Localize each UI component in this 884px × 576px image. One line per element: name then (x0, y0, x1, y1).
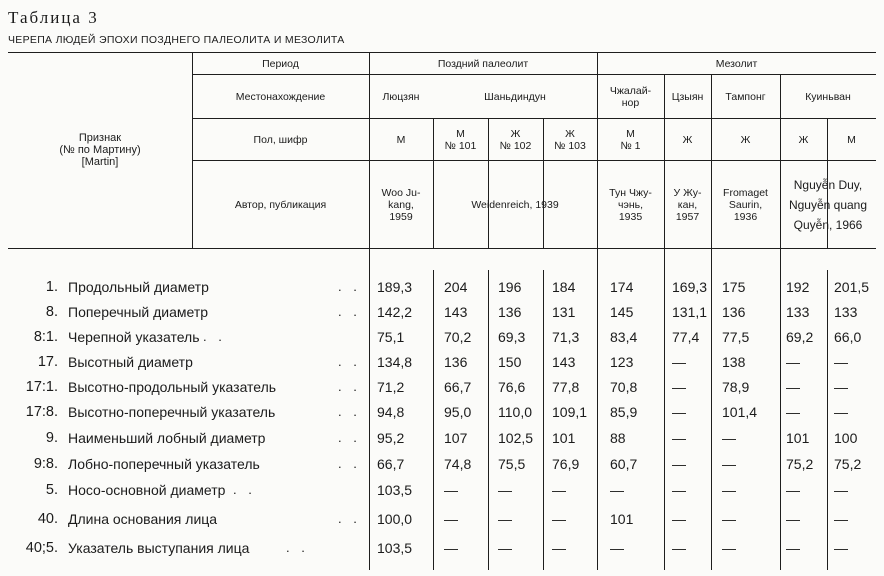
site-label: Местонахождение (235, 91, 326, 103)
row-label: Указатель выступания лица (68, 540, 250, 556)
leader-dots: . . (338, 404, 361, 419)
table-cell: 136 (498, 304, 522, 320)
vline-3-data (488, 270, 489, 570)
sex-code: Ж № 103 (554, 128, 586, 152)
table-cell: — (834, 404, 848, 420)
site-tampong: Тампонг (725, 91, 766, 103)
table-cell: — (552, 511, 566, 527)
table-cell: 169,3 (672, 279, 708, 295)
leader-dots: . . (338, 379, 361, 394)
row-number: 40;5. (25, 540, 58, 556)
rule-sex (192, 160, 876, 161)
site-liujiang: Люцзян (382, 91, 420, 103)
author-ziyang: У Жу- кан, 1957 (673, 187, 702, 223)
table-cell: 102,5 (498, 430, 534, 446)
table-cell: — (722, 456, 736, 472)
sex-code: М № 1 (620, 128, 641, 152)
sex-label: Пол, шифр (253, 134, 308, 146)
site-shandingdong: Шаньдиндун (484, 91, 546, 103)
vline-1-gap (369, 248, 370, 270)
table-cell: — (672, 404, 686, 420)
row-label: Высотно-продольный указатель (68, 379, 277, 395)
table-cell: 138 (722, 354, 746, 370)
table-cell: 101 (610, 511, 634, 527)
rule-site (192, 118, 876, 119)
table-cell: 131 (552, 304, 576, 320)
table-cell: 95,0 (444, 404, 472, 420)
row-number: 17:8. (25, 404, 58, 420)
table-cell: 192 (786, 279, 810, 295)
period-late-paleolithic: Поздний палеолит (437, 58, 529, 70)
table-cell: — (786, 540, 800, 556)
table-cell: — (610, 540, 624, 556)
table-cell: — (834, 354, 848, 370)
table-cell: 71,2 (377, 379, 405, 395)
table-cell: 66,7 (377, 456, 405, 472)
period-label: Период (262, 58, 299, 70)
table-cell: 69,3 (498, 329, 526, 345)
table-cell: — (722, 482, 736, 498)
site-quynhvan: Куиньван (805, 91, 851, 103)
row-number: 9. (45, 430, 58, 446)
table-number: Таблица 3 (8, 8, 99, 27)
row-number: 5. (45, 482, 58, 498)
table-cell: 76,6 (498, 379, 526, 395)
vline-4-data (543, 270, 544, 570)
table-cell: 136 (722, 304, 746, 320)
table-cell: 134,8 (377, 354, 413, 370)
table-cell: 101 (786, 430, 810, 446)
table-cell: 103,5 (377, 482, 413, 498)
table-cell: — (786, 379, 800, 395)
period-mesolithic: Мезолит (715, 58, 758, 70)
row-label: Продольный диаметр (68, 279, 209, 295)
table-cell: 66,0 (834, 329, 862, 345)
table-cell: 145 (610, 304, 634, 320)
table-cell: 133 (786, 304, 810, 320)
table-cell: 95,2 (377, 430, 405, 446)
table-cell: 77,4 (672, 329, 700, 345)
table-cell: 77,8 (552, 379, 580, 395)
leader-dots: . . (286, 540, 309, 555)
table-cell: — (672, 511, 686, 527)
table-title: ЧЕРЕПА ЛЮДЕЙ ЭПОХИ ПОЗДНЕГО ПАЛЕОЛИТА И МЕЗОЛИТА (8, 34, 345, 46)
row-number: 9:8. (33, 456, 58, 472)
row-label: Лобно-поперечный указатель (68, 456, 260, 472)
table-cell: — (786, 404, 800, 420)
row-label: Высотный диаметр (68, 354, 193, 370)
author-zhalainor: Тун Чжу- чэнь, 1935 (609, 187, 652, 223)
table-cell: 175 (722, 279, 746, 295)
leader-dots: . . (338, 354, 361, 369)
table-cell: 94,8 (377, 404, 405, 420)
table-cell: — (672, 354, 686, 370)
row-label: Носо-основной диаметр (68, 482, 226, 498)
row-number: 8:1. (33, 329, 58, 345)
vline-2-data (433, 270, 434, 570)
table-cell: — (722, 430, 736, 446)
table-cell: 77,5 (722, 329, 750, 345)
leader-dots: . . (233, 482, 256, 497)
table-cell: 75,2 (834, 456, 862, 472)
table-cell: — (444, 511, 458, 527)
table-cell: 204 (444, 279, 468, 295)
table-cell: 74,8 (444, 456, 472, 472)
leader-dots: . . (338, 430, 361, 445)
table-cell: — (552, 482, 566, 498)
row-number: 17:1. (25, 379, 58, 395)
rule-period (192, 74, 876, 75)
table-cell: 136 (444, 354, 468, 370)
table-cell: — (498, 511, 512, 527)
table-cell: — (834, 511, 848, 527)
sex-code: Ж № 102 (499, 128, 532, 152)
table-cell: 83,4 (610, 329, 638, 345)
table-cell: 70,8 (610, 379, 638, 395)
table-cell: 103,5 (377, 540, 413, 556)
site-zhalainor: Чжалай-нор (609, 85, 652, 109)
table-cell: 70,2 (444, 329, 472, 345)
table-cell: 78,9 (722, 379, 750, 395)
table-cell: 107 (444, 430, 468, 446)
table-cell: 75,5 (498, 456, 526, 472)
table-cell: — (786, 511, 800, 527)
table-cell: 174 (610, 279, 634, 295)
row-label: Наименьший лобный диаметр (68, 430, 266, 446)
author-shandingdong: Weidenreich, 1939 (471, 199, 559, 211)
table-cell: — (722, 540, 736, 556)
table-cell: — (552, 540, 566, 556)
table-cell: — (672, 456, 686, 472)
table-cell: 71,3 (552, 329, 580, 345)
table-cell: 184 (552, 279, 576, 295)
table-cell: 110,0 (498, 404, 532, 420)
row-label: Поперечный диаметр (68, 304, 209, 320)
table-cell: 75,2 (786, 456, 814, 472)
table-cell: — (722, 511, 736, 527)
table-cell: 101 (552, 430, 576, 446)
leader-dots: . . (338, 279, 361, 294)
sex-code: М № 101 (444, 128, 477, 152)
leader-dots: . . (338, 511, 361, 526)
table-cell: 143 (552, 354, 576, 370)
table-cell: — (834, 482, 848, 498)
table-cell: — (498, 540, 512, 556)
author-label: Автор, публикация (234, 199, 327, 211)
table-cell: 150 (498, 354, 522, 370)
sex-code: Ж (798, 134, 809, 146)
table-cell: 142,2 (377, 304, 413, 320)
author-quynhvan: Nguyễn Duy, Nguyễn quang Quyễn, 1966 (788, 178, 868, 232)
table-cell: 66,7 (444, 379, 472, 395)
table-cell: — (610, 482, 624, 498)
table-cell: — (834, 540, 848, 556)
table-cell: 143 (444, 304, 468, 320)
sex-code: Ж (740, 134, 751, 146)
table-cell: 196 (498, 279, 522, 295)
site-ziyang: Цзыян (671, 91, 704, 103)
table-cell: 75,1 (377, 329, 405, 345)
table-cell: — (498, 482, 512, 498)
table-cell: 100 (834, 430, 858, 446)
table-cell: 100,0 (377, 511, 413, 527)
table-cell: 133 (834, 304, 858, 320)
table-cell: — (672, 430, 686, 446)
table-cell: 131,1 (672, 304, 708, 320)
table-cell: — (672, 540, 686, 556)
table-cell: 109,1 (552, 404, 588, 420)
sex-code: М (396, 134, 406, 146)
sex-code: М (847, 134, 856, 146)
table-cell: — (672, 379, 686, 395)
row-label: Высотно-поперечный указатель (68, 404, 276, 420)
leader-dots: . . (338, 456, 361, 471)
row-number: 17. (37, 354, 58, 370)
row-number: 8. (45, 304, 58, 320)
row-number: 1. (45, 279, 58, 295)
leader-dots: . . (338, 304, 361, 319)
table-cell: — (786, 482, 800, 498)
row-label: Длина основания лица (68, 511, 218, 527)
table-cell: 88 (610, 430, 626, 446)
table-cell: 60,7 (610, 456, 638, 472)
top-rule (8, 52, 876, 53)
vline-9-data (827, 270, 828, 570)
table-cell: — (834, 379, 848, 395)
row-number: 40. (37, 511, 58, 527)
table-cell: 123 (610, 354, 634, 370)
table-cell: — (444, 540, 458, 556)
row-label: Черепной указатель (68, 329, 200, 345)
table-cell: — (672, 482, 686, 498)
table-cell: 201,5 (834, 279, 870, 295)
table-cell: 76,9 (552, 456, 580, 472)
author-liujiang: Woo Ju- kang, 1959 (381, 187, 421, 223)
author-tampong: Fromaget Saurin, 1936 (723, 187, 768, 223)
table-cell: 85,9 (610, 404, 638, 420)
table-cell: 101,4 (722, 404, 758, 420)
table-cell: 189,3 (377, 279, 413, 295)
table-cell: — (786, 354, 800, 370)
feature-header: Признак (№ по Мартину) [Martin] (59, 132, 141, 168)
table-cell: 69,2 (786, 329, 814, 345)
table-cell: — (444, 482, 458, 498)
sex-code: Ж (682, 134, 693, 146)
leader-dots: . . (203, 329, 226, 344)
header-bottom-rule (8, 248, 876, 249)
